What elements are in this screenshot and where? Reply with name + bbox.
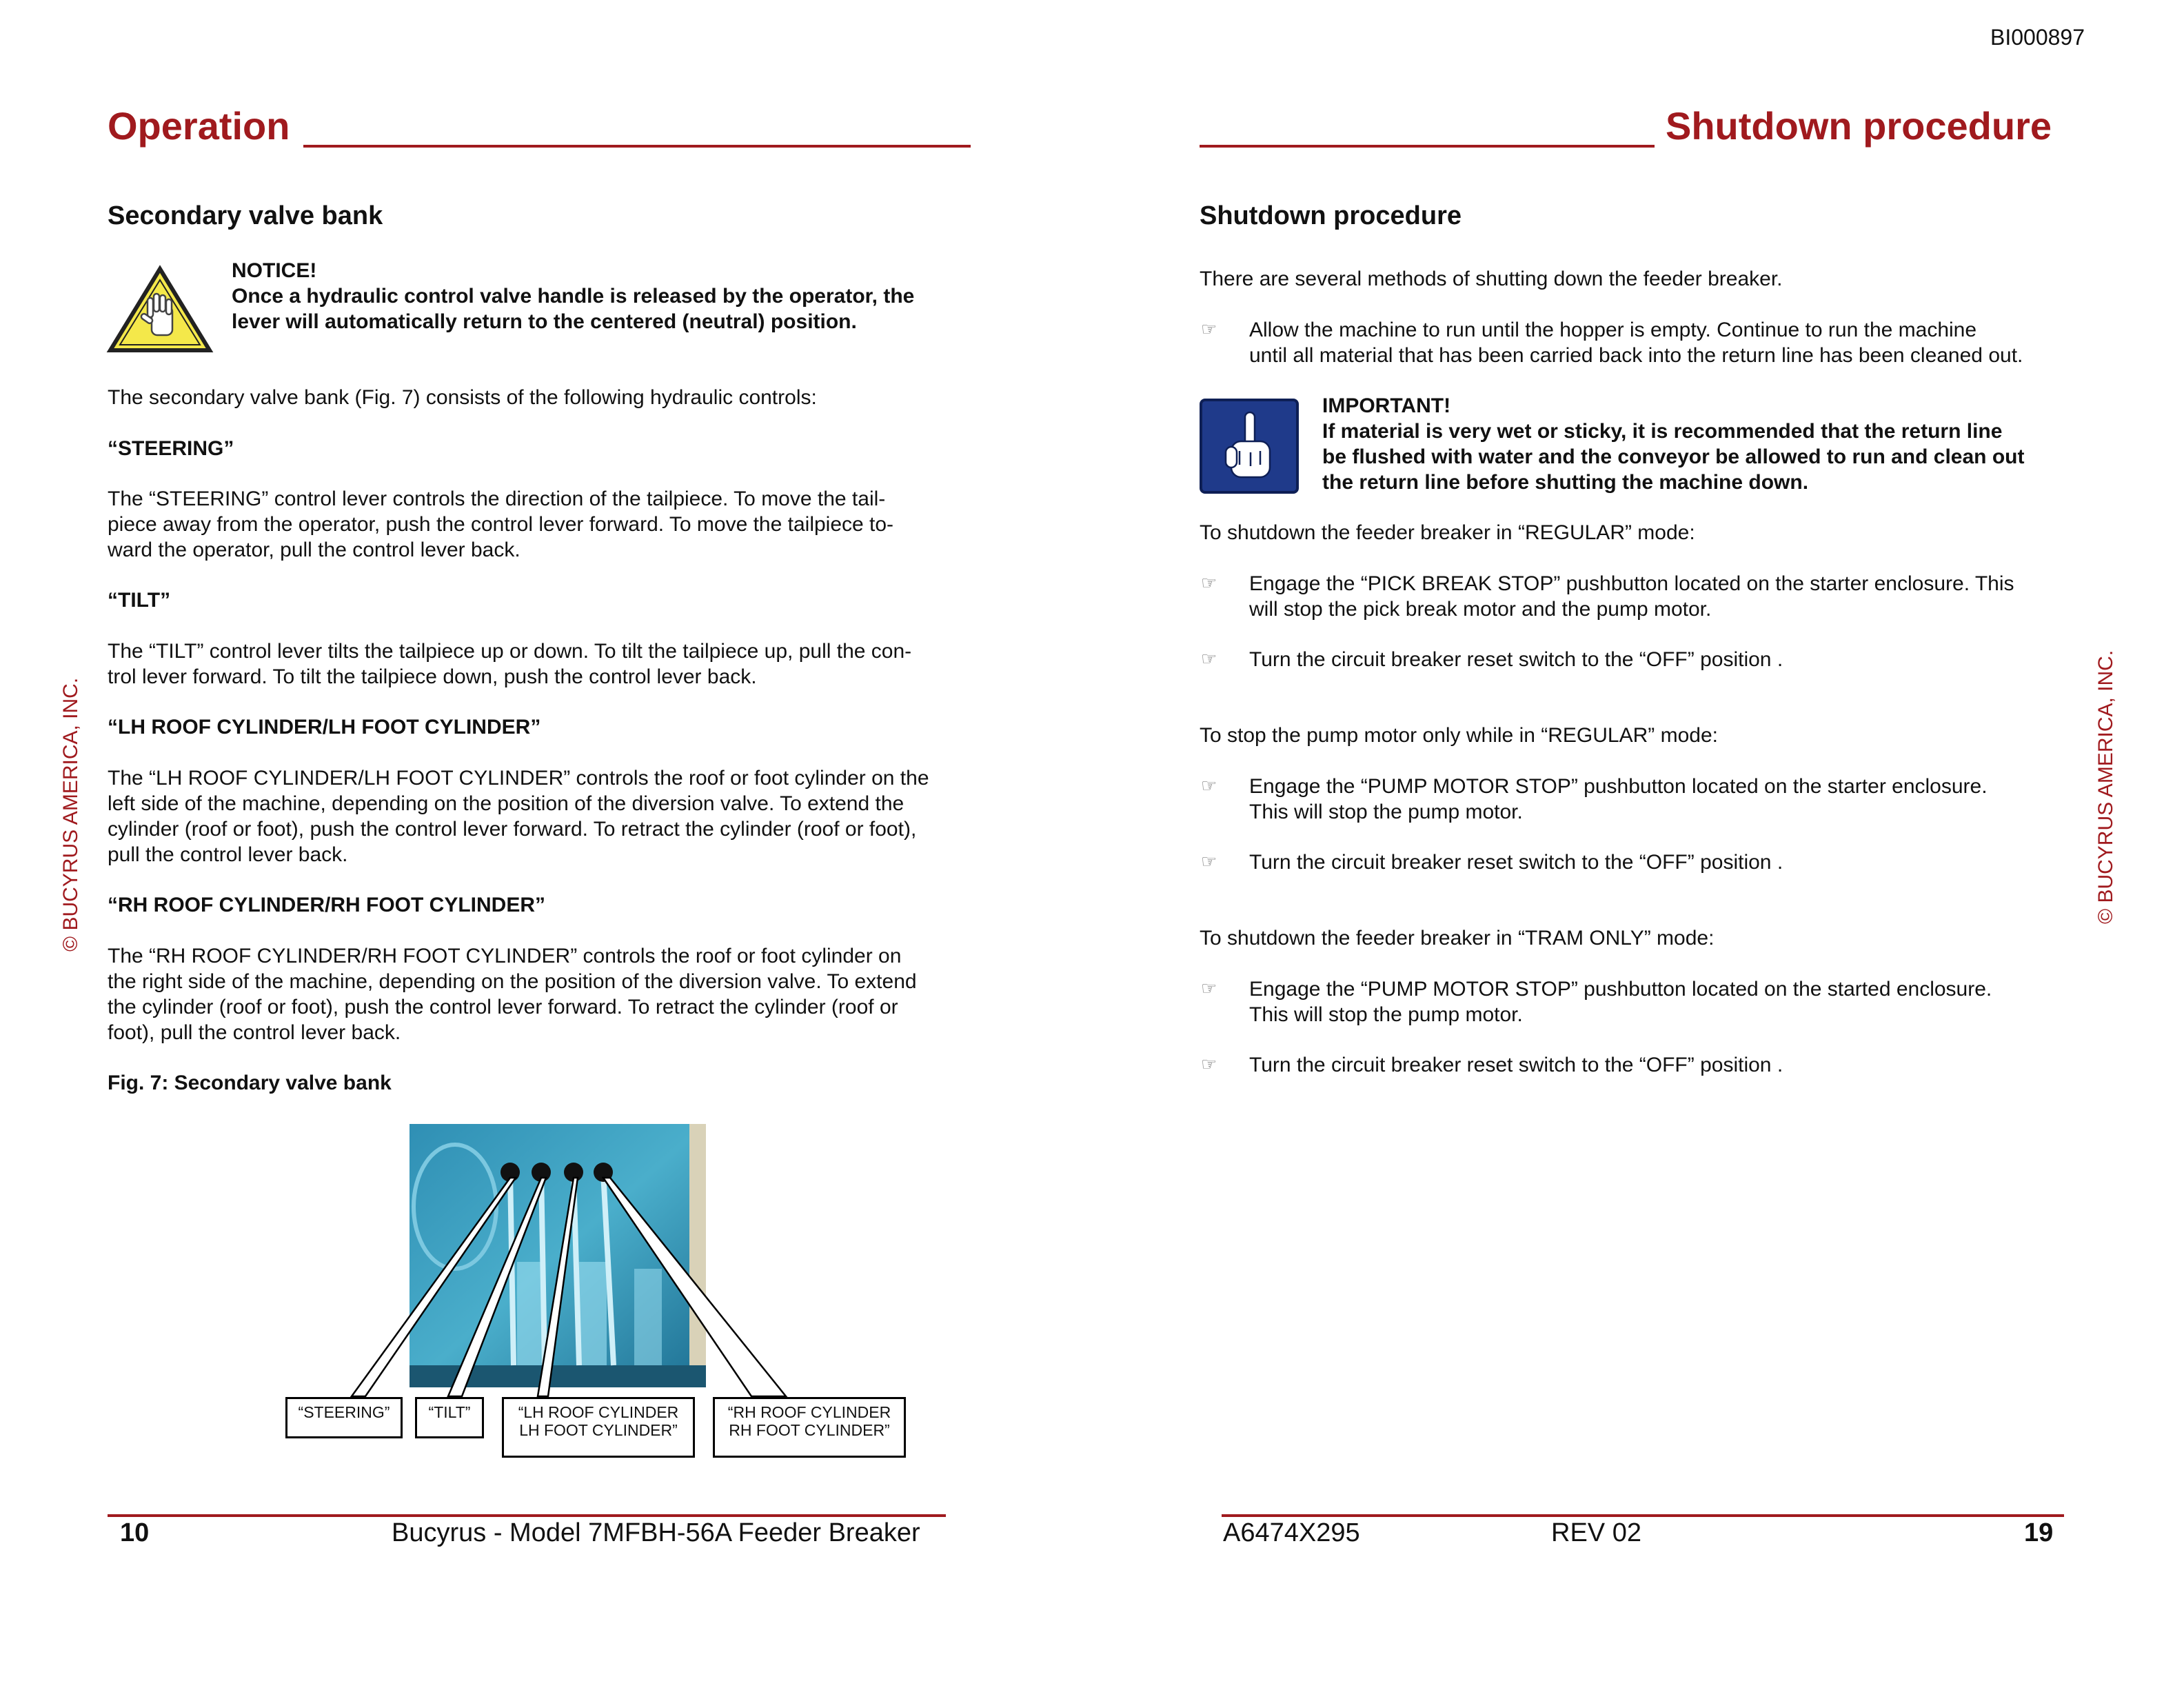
- bullet-text: Allow the machine to run until the hopper is empty. Continue to run the machine: [1249, 319, 1977, 341]
- right-page-number: 19: [2024, 1518, 2054, 1547]
- rh-cylinder-text: The “RH ROOF CYLINDER/RH FOOT CYLINDER” controls the roof or foot cylinder on: [108, 945, 902, 967]
- document-number: A6474X295: [1223, 1518, 1360, 1547]
- hand-bullet-icon: ☞: [1201, 1054, 1217, 1074]
- bullet-text: Turn the circuit breaker reset switch to the “OFF” position .: [1249, 648, 1783, 671]
- notice-label: NOTICE!: [232, 259, 317, 282]
- bullet-text: will stop the pick break motor and the pump motor.: [1249, 598, 1712, 621]
- revision: REV 02: [1551, 1518, 1641, 1547]
- rh-cylinder-title: “RH ROOF CYLINDER/RH FOOT CYLINDER”: [108, 894, 545, 916]
- bullet-text: This will stop the pump motor.: [1249, 1003, 1523, 1026]
- pointing-hand-icon: [1200, 399, 1299, 494]
- steering-text: The “STEERING” control lever controls the direction of the tailpiece. To move the tail-: [108, 488, 886, 510]
- pump-mode-intro: To stop the pump motor only while in “REGULAR” mode:: [1200, 724, 1718, 747]
- hand-bullet-icon: ☞: [1201, 648, 1217, 669]
- left-footer-title: Bucyrus - Model 7MFBH-56A Feeder Breaker: [392, 1518, 920, 1547]
- shutdown-intro: There are several methods of shutting down the feeder breaker.: [1200, 268, 1783, 290]
- hand-bullet-icon: ☞: [1201, 851, 1217, 872]
- figure-caption: Fig. 7: Secondary valve bank: [108, 1072, 392, 1094]
- rh-cylinder-text: the cylinder (roof or foot), push the control lever forward. To retract the cylinder (roof or: [108, 996, 898, 1018]
- notice-text-line: lever will automatically return to the centered (neutral) position.: [232, 310, 857, 333]
- lh-cylinder-text: left side of the machine, depending on the position of the diversion valve. To extend the: [108, 792, 904, 815]
- steering-title: “STEERING”: [108, 437, 234, 460]
- hand-bullet-icon: ☞: [1201, 775, 1217, 796]
- left-copyright: © BUCYRUS AMERICA, INC.: [59, 677, 82, 952]
- important-text: be flushed with water and the conveyor be allowed to run and clean out: [1322, 445, 2025, 468]
- callout-rh-cylinder: [713, 1397, 906, 1458]
- rh-cylinder-text: the right side of the machine, depending on the position of the diversion valve. To extend: [108, 970, 917, 993]
- left-page-heading: Operation: [108, 104, 290, 148]
- tilt-text: trol lever forward. To tilt the tailpiece down, push the control lever back.: [108, 665, 757, 688]
- rh-cylinder-text: foot), pull the control lever back.: [108, 1021, 401, 1044]
- steering-text: ward the operator, pull the control lever back.: [108, 539, 520, 561]
- callout-tilt: “TILT”: [415, 1397, 484, 1438]
- right-copyright: © BUCYRUS AMERICA, INC.: [2094, 650, 2117, 924]
- document-id: BI000897: [1990, 25, 2085, 50]
- bullet-text: Engage the “PUMP MOTOR STOP” pushbutton located on the starter enclosure.: [1249, 775, 1988, 798]
- hand-bullet-icon: ☞: [1201, 978, 1217, 998]
- right-page-heading: Shutdown procedure: [1666, 104, 2052, 148]
- lh-cylinder-text: pull the control lever back.: [108, 843, 348, 866]
- secondary-valve-bank-figure: [276, 1117, 938, 1407]
- important-text: If material is very wet or sticky, it is recommended that the return line: [1322, 420, 2003, 443]
- left-heading-rule: [303, 145, 971, 148]
- bullet-text: Turn the circuit breaker reset switch to the “OFF” position .: [1249, 851, 1783, 874]
- important-label: IMPORTANT!: [1322, 394, 1451, 417]
- important-text: the return line before shutting the machine down.: [1322, 471, 1809, 494]
- tilt-title: “TILT”: [108, 589, 171, 612]
- right-heading-rule: [1200, 145, 1655, 148]
- lh-cylinder-text: cylinder (roof or foot), push the control lever forward. To retract the cylinder (roof or foot),: [108, 818, 917, 841]
- left-section-title: Secondary valve bank: [108, 201, 383, 230]
- bullet-text: Turn the circuit breaker reset switch to the “OFF” position .: [1249, 1054, 1783, 1076]
- bullet-text: This will stop the pump motor.: [1249, 801, 1523, 823]
- lh-cylinder-text: The “LH ROOF CYLINDER/LH FOOT CYLINDER” controls the roof or foot cylinder on the: [108, 767, 929, 790]
- notice-text-line: Once a hydraulic control valve handle is released by the operator, the: [232, 285, 915, 308]
- lh-cylinder-title: “LH ROOF CYLINDER/LH FOOT CYLINDER”: [108, 716, 541, 738]
- regular-mode-intro: To shutdown the feeder breaker in “REGULAR” mode:: [1200, 521, 1695, 544]
- left-footer-rule: [108, 1514, 946, 1517]
- tilt-text: The “TILT” control lever tilts the tailpiece up or down. To tilt the tailpiece up, pull the con-: [108, 640, 912, 663]
- callout-line: “LH ROOF CYLINDER: [518, 1403, 679, 1421]
- right-section-title: Shutdown procedure: [1200, 201, 1462, 230]
- callout-line: “RH ROOF CYLINDER: [727, 1403, 891, 1421]
- tram-mode-intro: To shutdown the feeder breaker in “TRAM ONLY” mode:: [1200, 927, 1715, 950]
- callout-steering: “STEERING”: [285, 1397, 403, 1438]
- hand-warning-icon: [106, 265, 214, 354]
- bullet-text: Engage the “PUMP MOTOR STOP” pushbutton located on the started enclosure.: [1249, 978, 1992, 1001]
- secondary-valve-intro: The secondary valve bank (Fig. 7) consists of the following hydraulic controls:: [108, 386, 817, 409]
- callout-line: RH FOOT CYLINDER”: [729, 1421, 890, 1439]
- hand-bullet-icon: ☞: [1201, 572, 1217, 593]
- left-page-number: 10: [120, 1518, 150, 1547]
- bullet-text: Engage the “PICK BREAK STOP” pushbutton located on the starter enclosure. This: [1249, 572, 2014, 595]
- right-footer-rule: [1222, 1514, 2064, 1517]
- hand-bullet-icon: ☞: [1201, 319, 1217, 339]
- steering-text: piece away from the operator, push the control lever forward. To move the tailpiece to-: [108, 513, 894, 536]
- callout-line: LH FOOT CYLINDER”: [519, 1421, 678, 1439]
- bullet-text: until all material that has been carried back into the return line has been cleaned out.: [1249, 344, 2023, 367]
- callout-lh-cylinder: [502, 1397, 695, 1458]
